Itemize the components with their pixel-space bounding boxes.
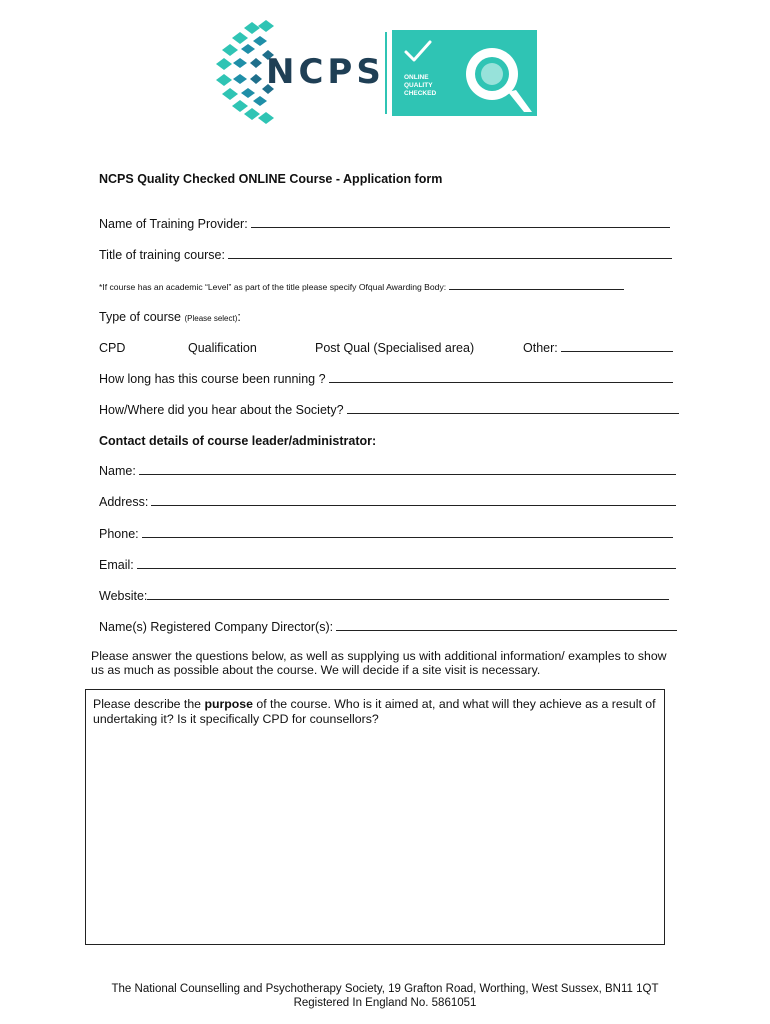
awarding-body-input[interactable] [449,282,624,290]
hear-field [99,403,679,417]
running-field [99,372,673,386]
question-pre: Please describe the [93,697,205,711]
website-label: Website: [99,589,148,603]
badge-line-1: ONLINE [404,74,429,81]
phone-label: Phone: [99,527,139,541]
option-qualification[interactable]: Qualification [188,341,257,355]
website-input[interactable] [147,589,669,600]
email-field [99,558,676,572]
option-post-qual[interactable]: Post Qual (Specialised area) [315,341,475,355]
question-post: of the course. Who is it aimed at, and what will they achieve as a result of undertaking it? Is it specifically CPD for counsellors? [93,697,656,726]
course-title-field [99,248,672,262]
question-bold: purpose [204,697,253,711]
level-note-label: *If course has an academic “Level” as part of the title please specify Ofqual Awarding Body: [99,282,447,292]
option-other [523,341,673,355]
type-label: Type of course [99,310,181,324]
running-input[interactable] [329,372,673,383]
email-label: Email: [99,558,134,572]
level-note-field [99,282,624,292]
provider-field [99,217,670,231]
badge-line-3: CHECKED [404,90,437,97]
course-title-label: Title of training course: [99,248,225,262]
purpose-question [93,697,661,726]
ncps-logo [210,12,385,132]
directors-label: Name(s) Registered Company Director(s): [99,620,334,634]
ncps-wordmark: NCPS [266,52,385,92]
website-field [99,589,669,603]
running-label: How long has this course been running ? [99,372,326,386]
purpose-answer-box[interactable] [85,689,665,945]
hear-input[interactable] [347,403,679,414]
instructions-text: Please answer the questions below, as well as supplying us with additional information/ examples to show us as much as possible about the course. We will decide if a site visit is necessary. [91,649,667,677]
logo-divider [385,32,387,114]
checkmark-icon [402,38,434,66]
address-label: Address: [99,495,149,509]
course-title-input[interactable] [228,248,672,259]
phone-input[interactable] [142,527,673,538]
provider-input[interactable] [251,217,670,228]
option-other-label[interactable]: Other: [523,341,558,355]
name-input[interactable] [139,464,676,475]
hear-label: How/Where did you hear about the Society? [99,403,344,417]
footer-address: The National Counselling and Psychotherapy Society, 19 Grafton Road, Worthing, West Sussex, BN11 1QT [111,983,659,995]
form-title: NCPS Quality Checked ONLINE Course - Application form [99,172,443,186]
email-input[interactable] [137,558,676,569]
footer-registration: Registered In England No. 5861051 [293,997,477,1009]
type-colon: : [237,310,241,324]
name-label: Name: [99,464,136,478]
badge-line-2: QUALITY [404,82,433,89]
quality-checked-badge [392,30,537,116]
provider-label: Name of Training Provider: [99,217,248,231]
magnifier-icon [454,38,534,116]
option-cpd[interactable]: CPD [99,341,126,355]
address-input[interactable] [151,495,676,506]
course-type-label [99,310,241,324]
address-field [99,495,676,509]
directors-field [99,620,677,634]
name-field [99,464,676,478]
type-hint: (Please select) [184,314,238,323]
contact-heading: Contact details of course leader/administrator: [99,434,377,448]
directors-input[interactable] [336,620,677,631]
phone-field [99,527,673,541]
other-input[interactable] [561,341,673,352]
